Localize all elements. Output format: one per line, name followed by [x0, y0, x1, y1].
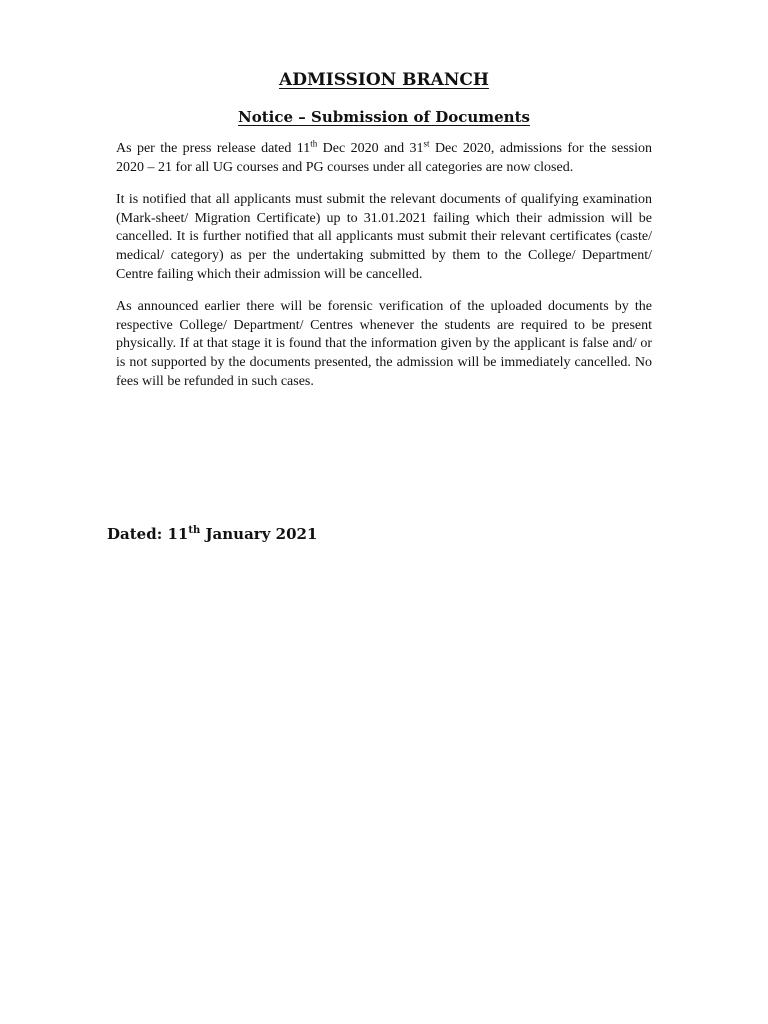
notice-subtitle: Notice – Submission of Documents [238, 108, 530, 126]
paragraph-forensic-verification: As announced earlier there will be forensic verification of the uploaded documents by the respective College/ Department/ Centres whenever the students are required to be present physically. If at that stage it is found that the information given by the applicant is false and/ or is not supported by the documents presented, the admission will be immediately cancelled. No fees will be refunded in such cases. [116, 299, 652, 389]
paragraph-1-text-c: Dec 2020, admissions for the session 2020 – 21 for all UG courses and PG courses under all categories are now closed. [116, 141, 652, 175]
document-title: ADMISSION BRANCH [279, 70, 489, 90]
ordinal-suffix: st [423, 138, 430, 149]
dated-line [107, 525, 317, 543]
paragraph-document-submission: It is notified that all applicants must submit the relevant documents of qualifying examination (Mark-sheet/ Migration Certificate) up to 31.01.2021 failing which their admission will be cancelled. It is further notified that all applicants must submit their relevant certificates (caste/ medical/ category) as per the undertaking submitted by them to the College/ Department/ Centre failing which their admission will be cancelled. [116, 192, 652, 282]
notice-body [116, 140, 652, 405]
dated-suffix: January 2021 [200, 525, 318, 543]
dated-prefix: Dated: 11 [107, 525, 189, 543]
paragraph-1-text-b: Dec 2020 and 31 [317, 141, 424, 156]
paragraph-admissions-closed [116, 140, 652, 177]
ordinal-suffix: th [310, 138, 318, 149]
dated-ordinal-suffix: th [188, 525, 201, 536]
paragraph-1-text-a: As per the press release dated 11 [116, 141, 311, 156]
